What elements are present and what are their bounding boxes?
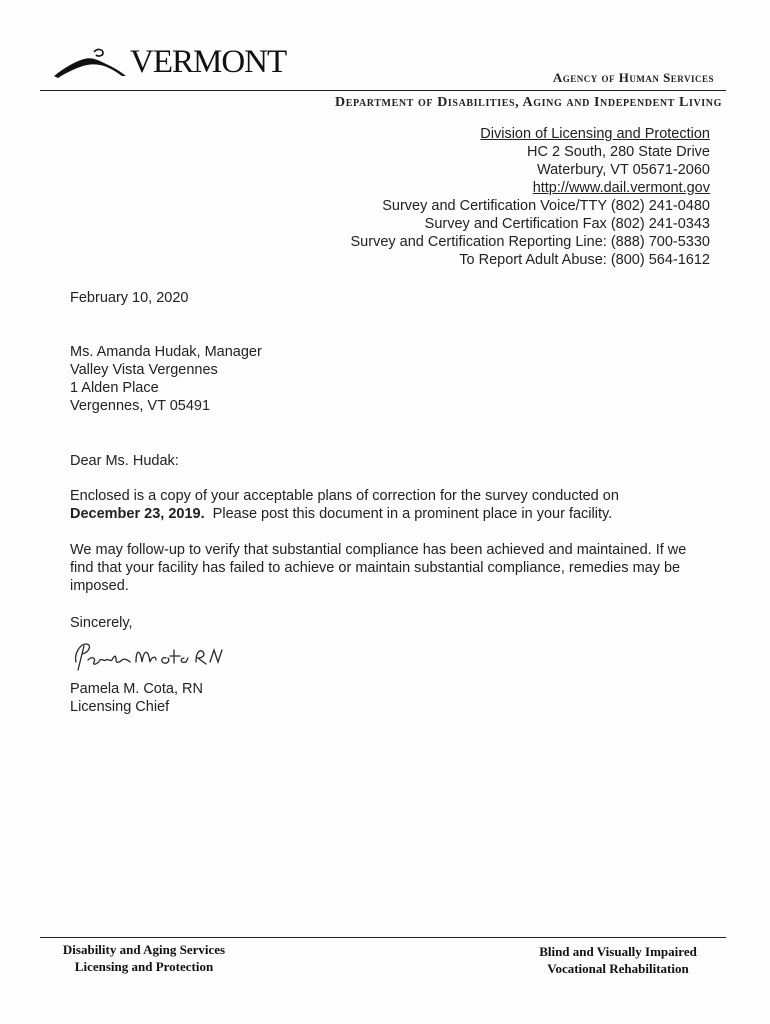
footer-left-line-2: Licensing and Protection bbox=[74, 959, 214, 974]
survey-date: December 23, 2019. bbox=[70, 506, 205, 522]
closing: Sincerely, bbox=[70, 615, 133, 631]
website-link[interactable]: http://www.dail.vermont.gov bbox=[532, 180, 710, 196]
recipient-city: Vergennes, VT 05491 bbox=[70, 398, 211, 414]
signer-name: Pamela M. Cota, RN bbox=[70, 681, 203, 697]
department-name: Department of Disabilities, Aging and Independent Living bbox=[335, 95, 722, 110]
letter-date: February 10, 2020 bbox=[70, 290, 189, 306]
address-line-1: HC 2 South, 280 State Drive bbox=[527, 144, 710, 160]
vermont-logo bbox=[50, 40, 290, 82]
phone-voice: Survey and Certification Voice/TTY (802) 241-0480 bbox=[382, 198, 710, 214]
signature-image bbox=[70, 636, 250, 676]
salutation: Dear Ms. Hudak: bbox=[70, 453, 179, 469]
paragraph-1-text-a: Enclosed is a copy of your acceptable plans of correction for the survey conducted on bbox=[70, 488, 619, 504]
footer-divider bbox=[40, 937, 726, 938]
header-divider bbox=[40, 90, 726, 91]
recipient-org: Valley Vista Vergennes bbox=[70, 362, 218, 378]
footer-right-line-2: Vocational Rehabilitation bbox=[547, 961, 689, 976]
recipient-address bbox=[70, 343, 262, 415]
paragraph-1 bbox=[70, 487, 700, 523]
footer-right bbox=[518, 943, 718, 977]
mountain-bird-icon bbox=[50, 46, 130, 80]
agency-name: Agency of Human Services bbox=[552, 70, 714, 85]
paragraph-2: We may follow-up to verify that substantial compliance has been achieved and maintained. If we find that your facility has failed to achieve or maintain substantial compliance, remedies may be imposed. bbox=[70, 542, 687, 594]
phone-reporting: Survey and Certification Reporting Line: (888) 700-5330 bbox=[350, 234, 710, 250]
phone-fax: Survey and Certification Fax (802) 241-0343 bbox=[424, 216, 710, 232]
address-line-2: Waterbury, VT 05671-2060 bbox=[536, 162, 710, 178]
division-name: Division of Licensing and Protection bbox=[480, 126, 710, 142]
recipient-name: Ms. Amanda Hudak, Manager bbox=[70, 344, 262, 360]
division-address-block bbox=[351, 125, 711, 269]
footer-right-line-1: Blind and Visually Impaired bbox=[539, 944, 697, 959]
footer-left-line-1: Disability and Aging Services bbox=[62, 942, 226, 957]
recipient-street: 1 Alden Place bbox=[70, 380, 159, 396]
phone-abuse: To Report Adult Abuse: (800) 564-1612 bbox=[459, 252, 710, 268]
signer-title: Licensing Chief bbox=[70, 699, 170, 715]
footer-left bbox=[46, 941, 242, 975]
paragraph-1-text-b: Please post this document in a prominent place in your facility. bbox=[204, 506, 613, 522]
logo-wordmark: VERMONT bbox=[130, 44, 287, 80]
